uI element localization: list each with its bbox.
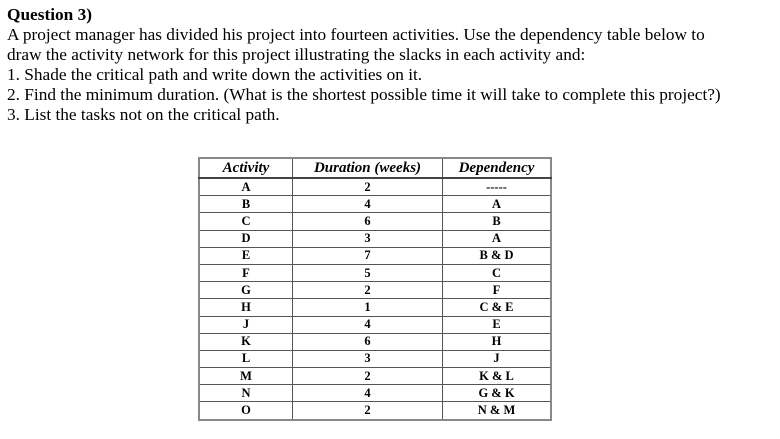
dependency-cell: N & M xyxy=(443,402,552,420)
question-line: 3. List the tasks not on the critical path. xyxy=(7,105,280,124)
activity-cell: F xyxy=(199,264,293,281)
table-row xyxy=(199,213,551,230)
activity-cell: G xyxy=(199,282,293,299)
table-row xyxy=(199,350,551,367)
activity-cell: N xyxy=(199,385,293,402)
question-title: Question 3) xyxy=(7,5,92,24)
table-row xyxy=(199,264,551,281)
dependency-cell: B & D xyxy=(443,247,552,264)
activity-cell: D xyxy=(199,230,293,247)
dependency-cell: G & K xyxy=(443,385,552,402)
question-line: 2. Find the minimum duration. (What is the shortest possible time it will take to complete this project?) xyxy=(7,85,721,104)
activity-cell: O xyxy=(199,402,293,420)
question-line: A project manager has divided his project into fourteen activities. Use the dependency table below to xyxy=(7,25,705,44)
header-duration: Duration (weeks) xyxy=(293,158,443,178)
activity-cell: J xyxy=(199,316,293,333)
activity-cell: K xyxy=(199,333,293,350)
dependency-cell: K & L xyxy=(443,368,552,385)
activity-cell: C xyxy=(199,213,293,230)
duration-cell: 2 xyxy=(293,402,443,420)
dependency-cell: F xyxy=(443,282,552,299)
dependency-cell: H xyxy=(443,333,552,350)
table-row xyxy=(199,385,551,402)
dependency-cell: E xyxy=(443,316,552,333)
dependency-cell: ----- xyxy=(443,178,552,196)
dependency-cell: A xyxy=(443,196,552,213)
table-row xyxy=(199,402,551,420)
activity-cell: B xyxy=(199,196,293,213)
table-header-row xyxy=(199,158,551,178)
table-row xyxy=(199,178,551,196)
activity-cell: E xyxy=(199,247,293,264)
dependency-cell: A xyxy=(443,230,552,247)
activity-cell: L xyxy=(199,350,293,367)
table-row xyxy=(199,299,551,316)
header-activity: Activity xyxy=(199,158,293,178)
table-row xyxy=(199,316,551,333)
dependency-cell: B xyxy=(443,213,552,230)
table-row xyxy=(199,282,551,299)
duration-cell: 2 xyxy=(293,368,443,385)
dependency-cell: C & E xyxy=(443,299,552,316)
dependency-cell: J xyxy=(443,350,552,367)
header-dependency: Dependency xyxy=(443,158,552,178)
duration-cell: 3 xyxy=(293,230,443,247)
duration-cell: 4 xyxy=(293,385,443,402)
question-line: 1. Shade the critical path and write down the activities on it. xyxy=(7,65,423,84)
duration-cell: 4 xyxy=(293,196,443,213)
dependency-cell: C xyxy=(443,264,552,281)
activity-cell: M xyxy=(199,368,293,385)
table-row xyxy=(199,230,551,247)
activity-cell: A xyxy=(199,178,293,196)
question-line: draw the activity network for this project illustrating the slacks in each activity and: xyxy=(7,45,586,64)
table-row xyxy=(199,368,551,385)
dependency-table xyxy=(198,157,552,421)
duration-cell: 3 xyxy=(293,350,443,367)
table-row xyxy=(199,247,551,264)
duration-cell: 6 xyxy=(293,213,443,230)
activity-cell: H xyxy=(199,299,293,316)
duration-cell: 4 xyxy=(293,316,443,333)
duration-cell: 1 xyxy=(293,299,443,316)
duration-cell: 2 xyxy=(293,282,443,299)
table-row xyxy=(199,196,551,213)
table-row xyxy=(199,333,551,350)
duration-cell: 2 xyxy=(293,178,443,196)
question-text xyxy=(7,5,721,125)
duration-cell: 5 xyxy=(293,264,443,281)
duration-cell: 6 xyxy=(293,333,443,350)
duration-cell: 7 xyxy=(293,247,443,264)
